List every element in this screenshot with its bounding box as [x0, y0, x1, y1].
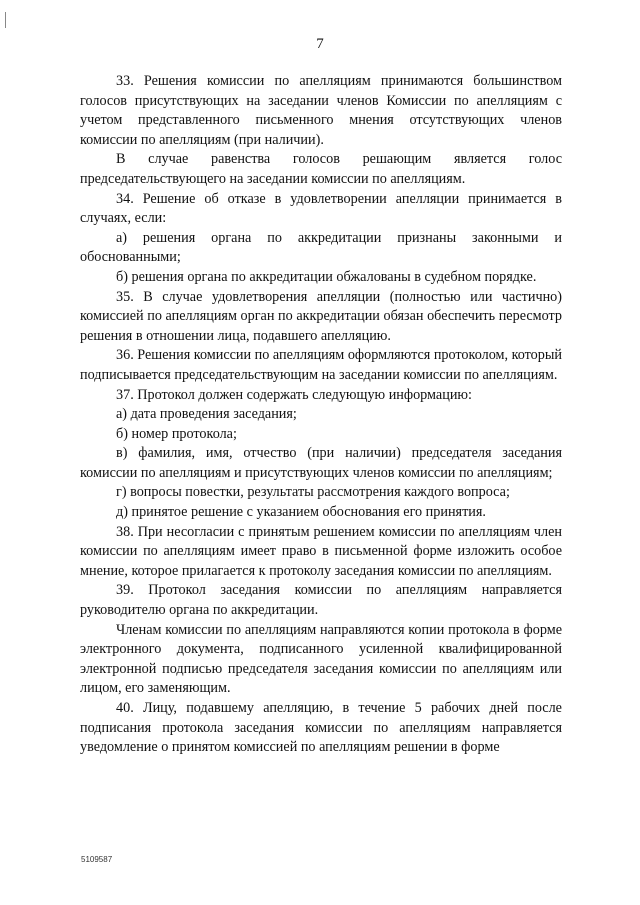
paragraph-35: 35. В случае удовлетворения апелляции (полностью или частично) комиссией по апелляциям орган по аккредитации обязан обеспечить пересмотр решения в отношении лица, подавшего апелляцию. [80, 288, 562, 344]
paragraph-37-item-g: г) вопросы повестки, результаты рассмотрения каждого вопроса; [116, 484, 510, 501]
paragraph-33-tie-vote: В случае равенства голосов решающим является голос председательствующего на заседании комиссии по апелляциям. [80, 151, 562, 187]
paragraph-33: 33. Решения комиссии по апелляциям принимаются большинством голосов присутствующих на заседании членов Комиссии по апелляциям с учетом представленного письменного мнения отсутствующих членов комиссии по апелляциям (при наличии). [80, 73, 562, 148]
paragraph-36: 36. Решения комиссии по апелляциям оформляются протоколом, который подписывается председательствующим на заседании комиссии по апелляциям. [80, 347, 562, 383]
page-number: 7 [316, 36, 324, 52]
paragraph-37-item-v: в) фамилия, имя, отчество (при наличии) председателя заседания комиссии по апелляциям и присутствующих членов комиссии по апелляциям; [80, 445, 562, 481]
paragraph-34: 34. Решение об отказе в удовлетворении апелляции принимается в случаях, если: [80, 190, 562, 227]
paragraph-39: 39. Протокол заседания комиссии по апелляциям направляется руководителю органа по аккредитации. [80, 582, 562, 619]
paragraph-34-item-b: б) решения органа по аккредитации обжалованы в судебном порядке. [116, 268, 537, 285]
paragraph-34-item-a: а) решения органа по аккредитации признаны законными и обоснованными; [80, 229, 562, 266]
document-code: 5109587 [81, 855, 113, 864]
paragraph-38: 38. При несогласии с принятым решением комиссии по апелляциям член комиссии по апелляциям имеет право в письменной форме изложить особое мнение, которое прилагается к протоколу заседания комиссии по апелляциям. [80, 523, 562, 579]
document-body [80, 72, 562, 758]
paragraph-40: 40. Лицу, подавшему апелляцию, в течение 5 рабочих дней после подписания протокола заседания комиссии по апелляциям направляется уведомление о принятом комиссией по апелляциям решении в форме [80, 700, 562, 756]
paragraph-39-copies: Членам комиссии по апелляциям направляются копии протокола в форме электронного документа, подписанного усиленной квалифицированной электронной подписью председателя заседания комиссии по апелляциям или лицом, его заменяющим. [80, 621, 562, 697]
scan-margin-mark [5, 12, 6, 28]
paragraph-37-item-a: а) дата проведения заседания; [116, 406, 297, 423]
paragraph-37: 37. Протокол должен содержать следующую информацию: [116, 386, 472, 403]
paragraph-37-item-b: б) номер протокола; [116, 425, 237, 442]
paragraph-37-item-d: д) принятое решение с указанием обоснования его принятия. [116, 504, 486, 521]
